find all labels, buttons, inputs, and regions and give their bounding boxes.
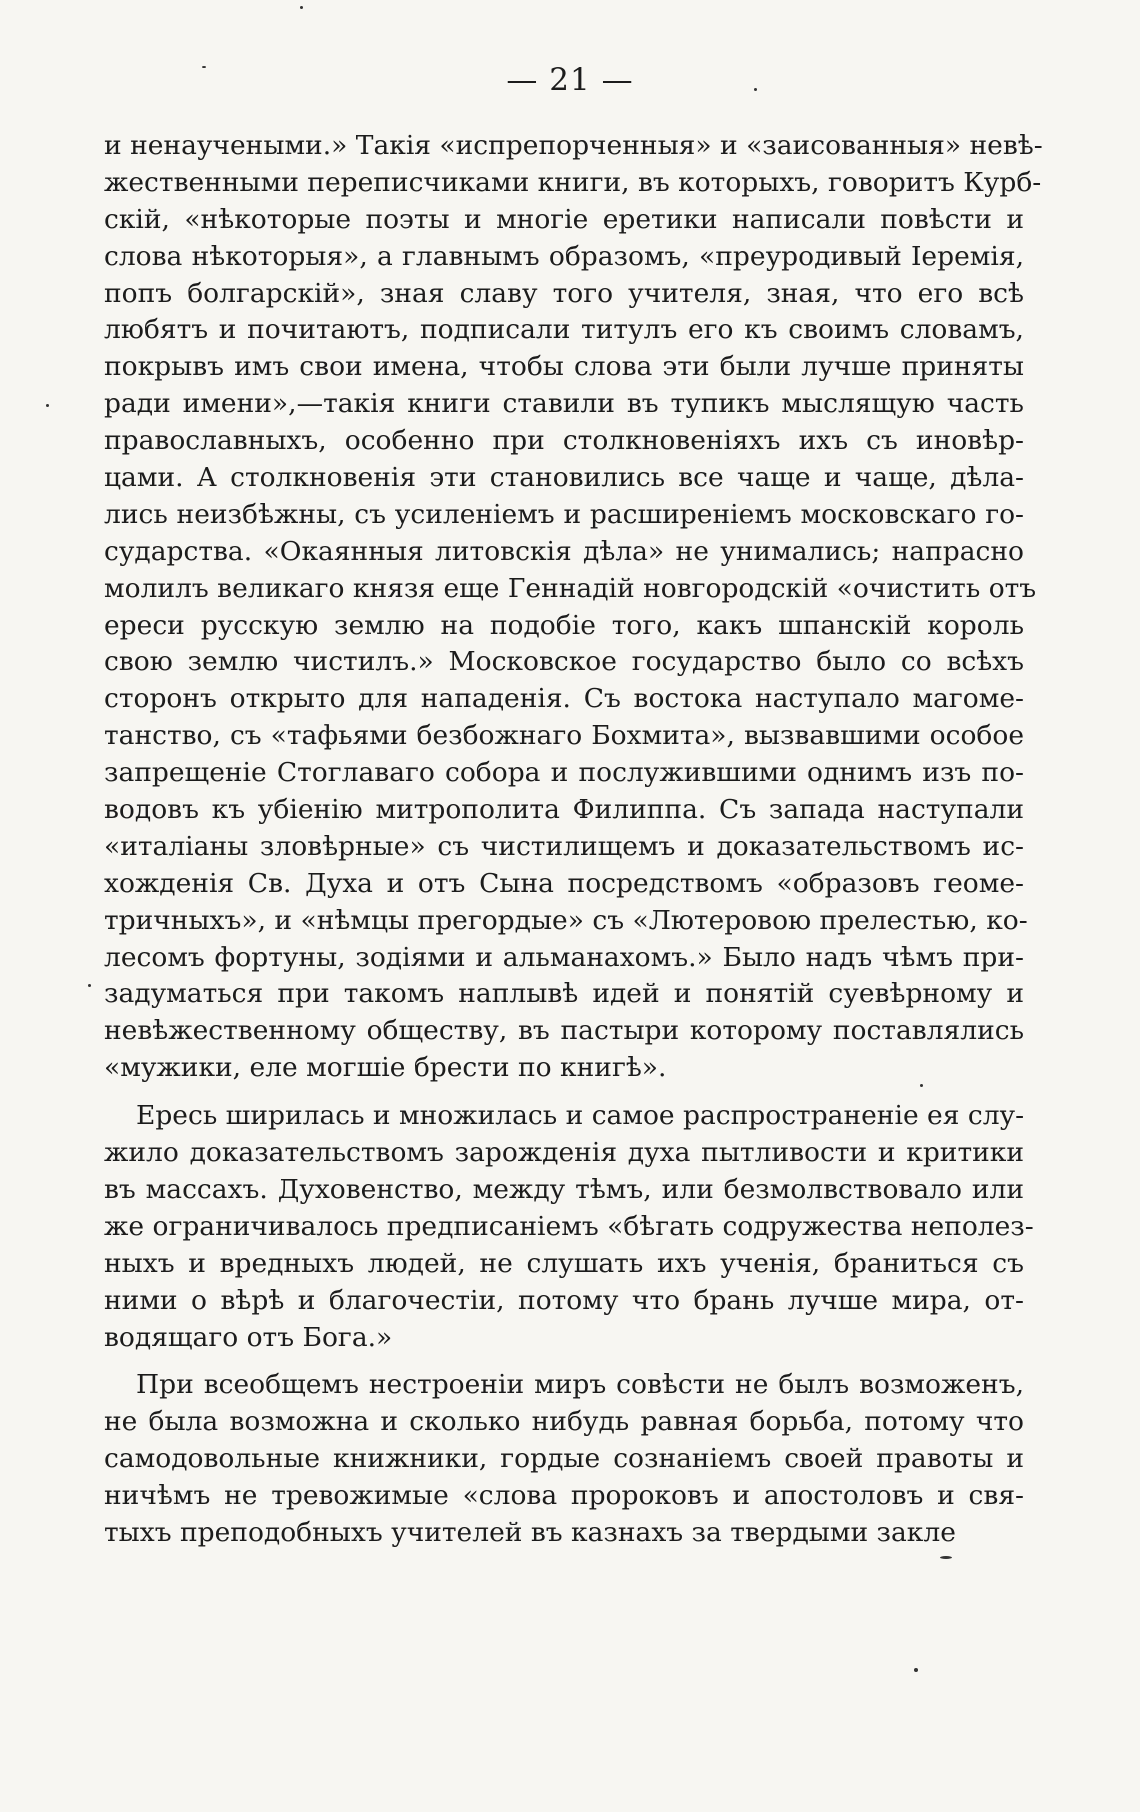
text-line: же ограничивалось предписаніемъ «бѣгать содружества неполез- [104, 1210, 1034, 1242]
text-line: православныхъ, особенно при столкновеніяхъ ихъ съ иновѣр- [104, 425, 1024, 457]
text-line: При всеобщемъ нестроеніи миръ совѣсти не былъ возможенъ, [136, 1369, 1024, 1401]
ink-speck [88, 984, 91, 987]
text-line: сторонъ открыто для нападенія. Съ востока наступало магоме- [104, 683, 1024, 715]
text-line: невѣжественному обществу, въ пастыри которому поставлялись [104, 1015, 1024, 1047]
text-line: свою землю чистилъ.» Московское государство было со всѣхъ [104, 646, 1024, 678]
text-line: въ массахъ. Духовенство, между тѣмъ, или безмолвствовало или [104, 1173, 1024, 1205]
ink-speck [300, 6, 303, 9]
text-line: и ненаучеными.» Такія «испрепорченныя» и «заисованныя» невѣ- [104, 130, 1043, 161]
text-line: любятъ и почитаютъ, подписали титулъ его къ своимъ словамъ, [104, 314, 1024, 346]
paragraph-gap [104, 1356, 1024, 1367]
text-line: ныхъ и вредныхъ людей, не слушать ихъ ученія, браниться съ [104, 1247, 1024, 1279]
text-line: ереси русскую землю на подобіе того, какъ шпанскій король [104, 609, 1024, 641]
text-line: сударства. «Окаянныя литовскія дѣла» не унимались; напрасно [104, 535, 1024, 567]
text-line: «мужики, еле могшіе брести по книгѣ». [104, 1052, 667, 1084]
ink-speck [46, 404, 49, 407]
text-line: самодовольные книжники, гордые сознаніемъ своей правоты и [104, 1443, 1024, 1475]
text-line: молилъ великаго князя еще Геннадій новгородскій «очистить отъ [104, 572, 1037, 604]
ink-speck [914, 1668, 918, 1672]
text-line: ради имени»,—такія книги ставили въ тупикъ мыслящую часть [104, 388, 1024, 420]
text-body [104, 128, 1043, 1552]
text-line: водящаго отъ Бога.» [104, 1321, 393, 1353]
ink-speck [920, 1084, 923, 1087]
text-line: тыхъ преподобныхъ учителей въ казнахъ за твердыми заклe [104, 1516, 956, 1548]
text-line: не была возможна и сколько нибудь равная борьба, потому что [104, 1406, 1024, 1438]
text-line: скій, «нѣкоторые поэты и многіе еретики написали повѣсти и [104, 203, 1024, 235]
text-line: слова нѣкоторыя», а главнымъ образомъ, «преуродивый Іеремія, [104, 240, 1024, 272]
text-line: танство, съ «тафьями безбожнаго Бохмита», вызвавшими особое [104, 720, 1024, 752]
text-line: лесомъ фортуны, зодіями и альманахомъ.» Было надъ чѣмъ при- [104, 941, 1024, 973]
text-line: цами. А столкновенія эти становились все чаще и чаще, дѣла- [104, 462, 1024, 494]
text-line: жественными переписчиками книги, въ которыхъ, говоритъ Курб- [104, 166, 1042, 198]
text-line: хожденія Св. Духа и отъ Сына посредствомъ «образовъ геоме- [104, 867, 1024, 899]
text-line: лись неизбѣжны, съ усиленіемъ и расширеніемъ московскаго го- [104, 498, 1024, 530]
text-line: покрывъ имъ свои имена, чтобы слова эти были лучше приняты [104, 351, 1024, 383]
text-line: водовъ къ убіенію митрополита Филиппа. Съ запада наступали [104, 794, 1024, 826]
text-line: тричныхъ», и «нѣмцы прегордые» съ «Лютеровою прелестью, ко- [104, 904, 1028, 936]
page-number: — 21 — [506, 62, 634, 98]
text-line: запрещеніе Стоглаваго собора и послужившими однимъ изъ по- [104, 757, 1024, 789]
text-line: ничѣмъ не тревожимые «слова пророковъ и апостоловъ и свя- [104, 1480, 1024, 1512]
paragraph-gap [104, 1087, 1024, 1098]
text-line: Ересь ширилась и множилась и самое распространеніе ея слу- [136, 1100, 1025, 1132]
text-line: жило доказательствомъ зарожденія духа пытливости и критики [104, 1137, 1024, 1169]
paragraph [104, 1367, 1024, 1551]
ink-speck [940, 1556, 952, 1559]
ink-speck [754, 88, 757, 91]
ink-speck [202, 66, 206, 68]
paragraph [104, 128, 1043, 1087]
text-line: «италіаны зловѣрные» съ чистилищемъ и доказательствомъ ис- [104, 830, 1024, 862]
text-line: задуматься при такомъ наплывѣ идей и понятій суевѣрному и [104, 978, 1024, 1010]
paragraph [104, 1098, 1034, 1356]
text-line: ними о вѣрѣ и благочестіи, потому что брань лучше мира, от- [104, 1284, 1024, 1316]
text-line: попъ болгарскій», зная славу того учителя, зная, что его всѣ [104, 277, 1024, 309]
